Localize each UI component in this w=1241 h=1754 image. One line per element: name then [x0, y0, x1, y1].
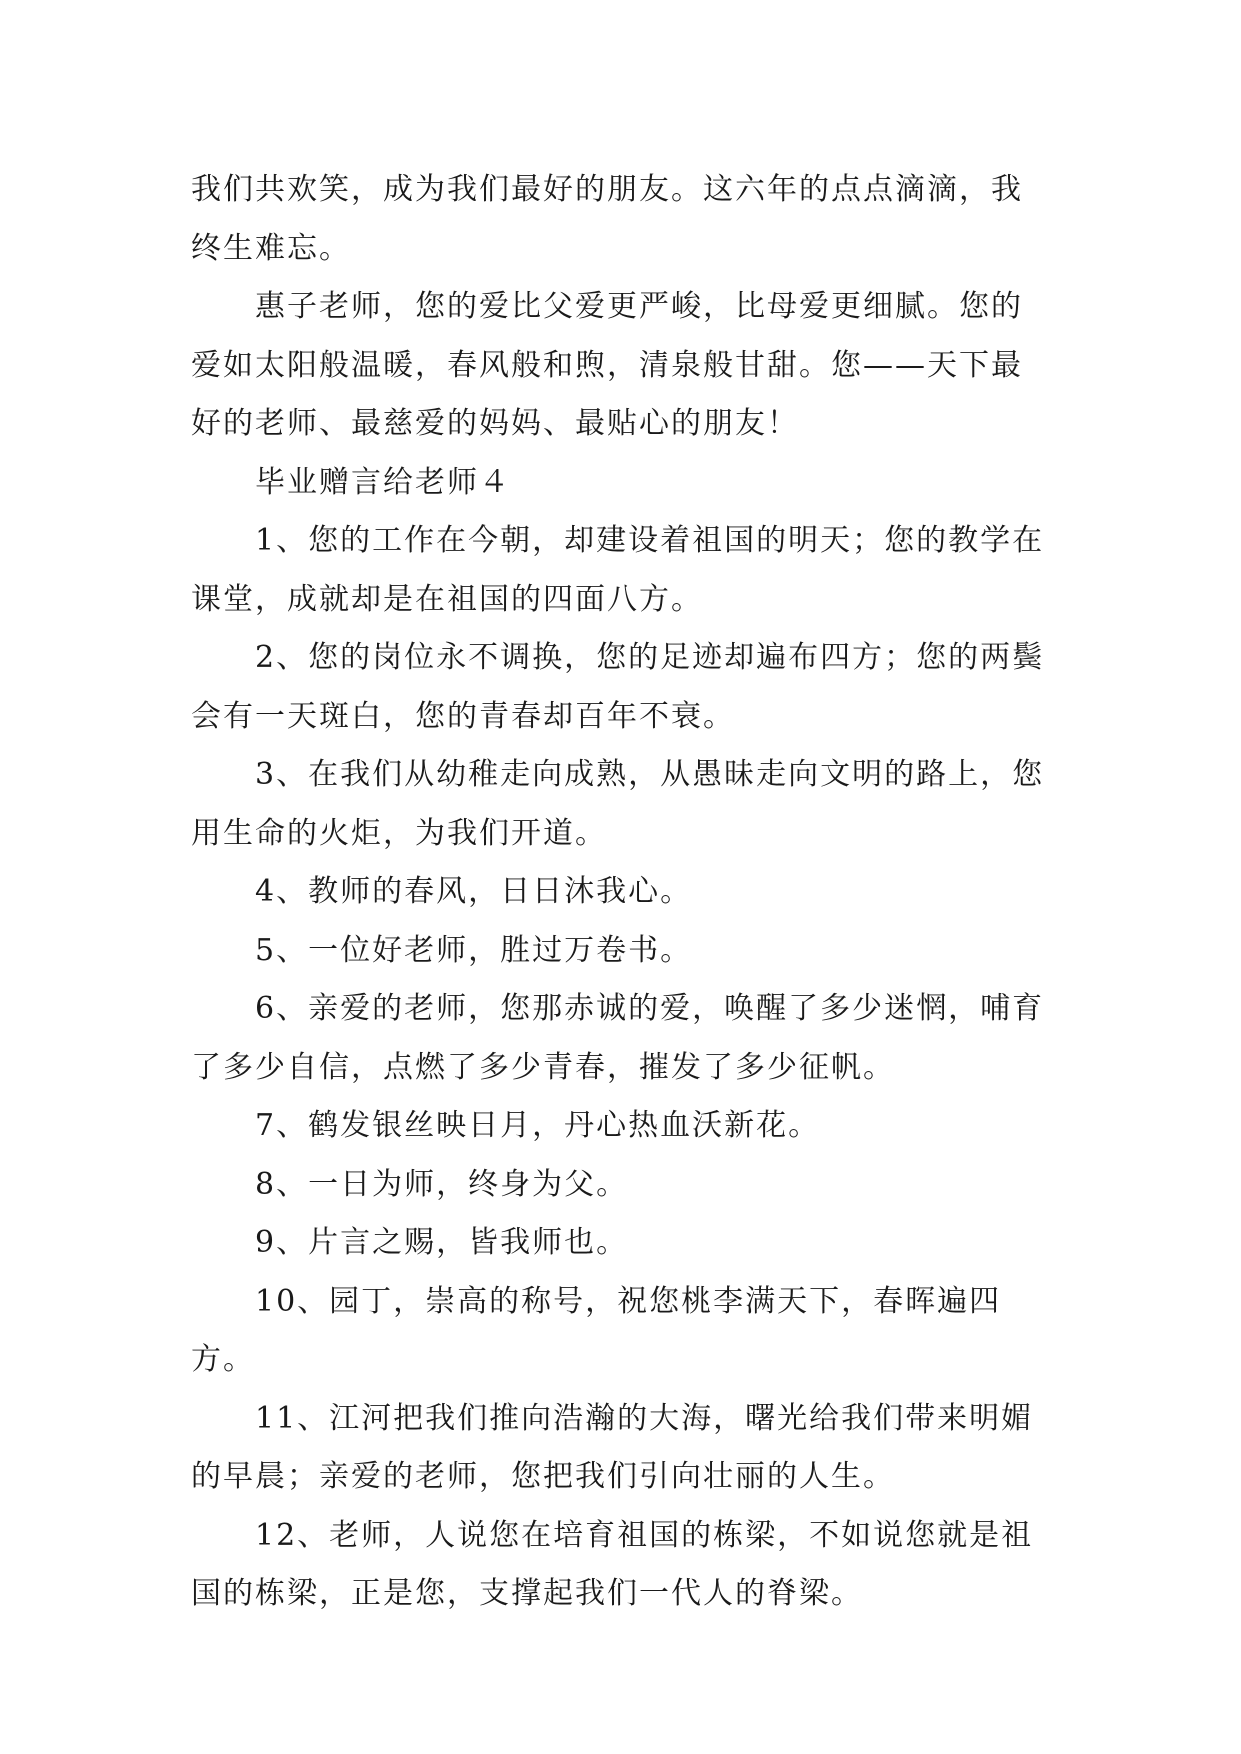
list-item: 5、一位好老师，胜过万卷书。: [255, 932, 693, 968]
list-item: 3、在我们从幼稚走向成熟，从愚昧走向文明的路上，您用生命的火炬，为我们开道。: [191, 757, 1045, 851]
section-heading: 毕业赠言给老师４: [255, 464, 511, 500]
list-item: 8、一日为师，终身为父。: [255, 1166, 629, 1202]
list-item: 7、鹤发银丝映日月，丹心热血沃新花。: [255, 1108, 821, 1143]
paragraph-continuation: 我们共欢笑，成为我们最好的朋友。这六年的点点滴滴，我终生难忘。: [191, 172, 1023, 266]
list-item: 6、亲爱的老师，您那赤诚的爱，唤醒了多少迷惘，哺育了多少自信，点燃了多少青春，摧发了多少征帆。: [191, 991, 1045, 1085]
list-item: 1、您的工作在今朝，却建设着祖国的明天；您的教学在课堂，成就却是在祖国的四面八方。: [191, 523, 1045, 617]
paragraph-huizi-teacher: 惠子老师，您的爱比父爱更严峻，比母爱更细腻。您的爱如太阳般温暖，春风般和煦，清泉般甘甜。您——天下最好的老师、最慈爱的妈妈、最贴心的朋友！: [191, 289, 1023, 441]
document-body: [191, 161, 1053, 1624]
list-item: 2、您的岗位永不调换，您的足迹却遍布四方；您的两鬓会有一天斑白，您的青春却百年不衰。: [191, 640, 1045, 734]
list-item: 12、老师，人说您在培育祖国的栋梁，不如说您就是祖国的栋梁，正是您，支撑起我们一代人的脊梁。: [191, 1517, 1034, 1611]
list-item: 4、教师的春风，日日沐我心。: [255, 874, 693, 909]
list-item: 11、江河把我们推向浩瀚的大海，曙光给我们带来明媚的早晨；亲爱的老师，您把我们引向壮丽的人生。: [191, 1400, 1034, 1494]
list-item: 9、片言之赐，皆我师也。: [255, 1225, 629, 1260]
list-item: 10、园丁，崇高的称号，祝您桃李满天下，春晖遍四方。: [191, 1283, 1002, 1377]
